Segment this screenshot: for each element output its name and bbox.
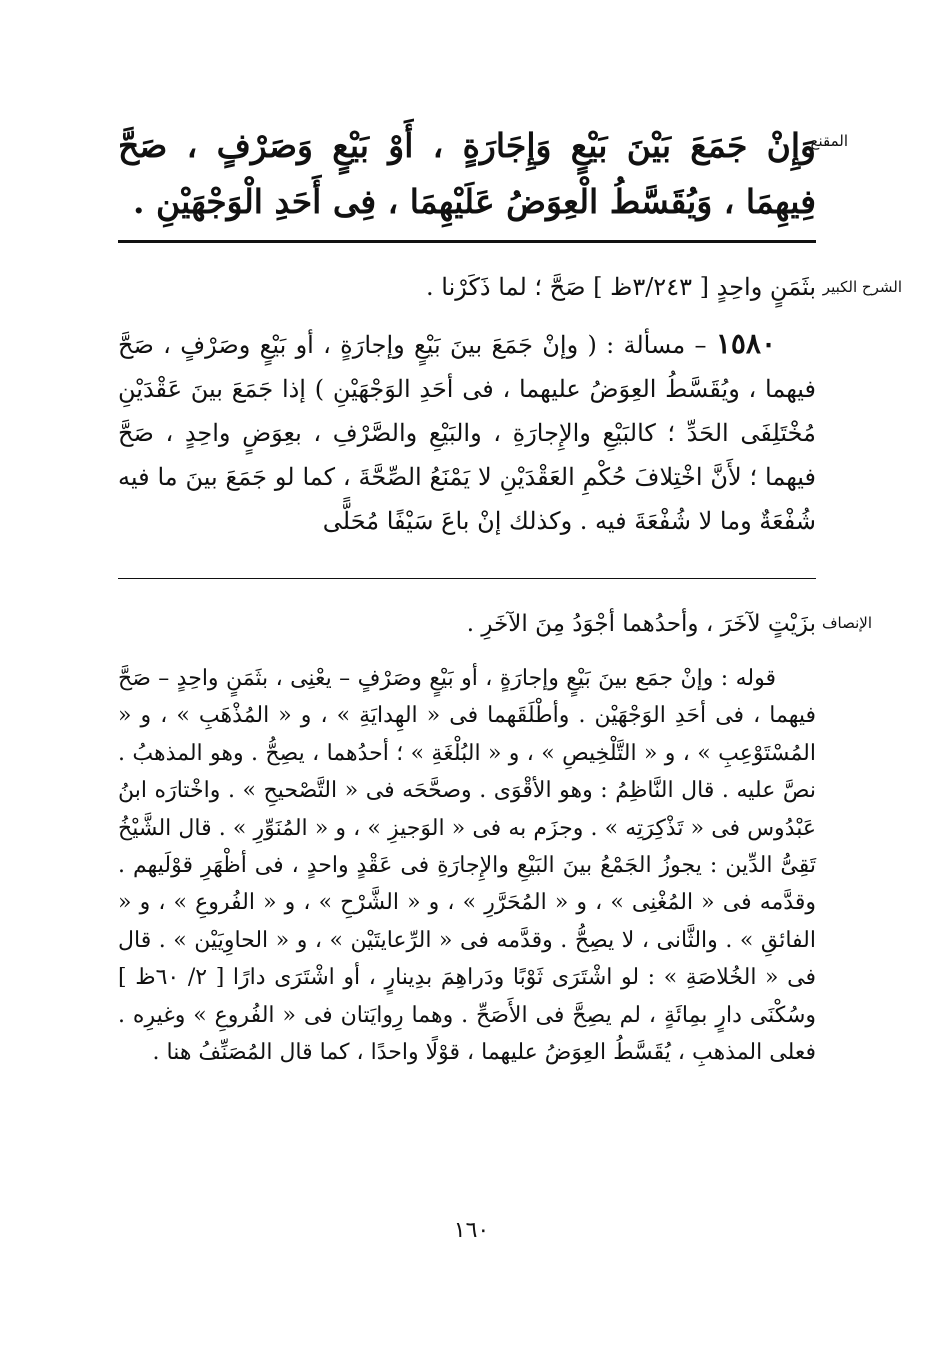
- sharh-section-label: الشرح الكبير: [822, 278, 902, 296]
- sharh-paragraph-text: – مسألة : ( وإنْ جَمَعَ بينَ بَيْعٍ وإجارَةٍ ، أو بَيْعٍ وصَرْفٍ ، صَحَّ فيهما ، ويُقَسَّطُ العِوَضُ عليهما ، فى أحَدِ الوَجْهَيْنِ ) إذا جَمَعَ بينَ عَقْدَيْنِ مُخْتَلِفَى الحَدِّ ؛ كالبَيْعِ والإِجارَةِ ، والبَيْعِ والصَّرْفِ ، بعِوَضٍ واحِدٍ ، صَحَّ فيهما ؛ لأَنَّ اخْتِلافَ حُكْمِ العَقْدَيْنِ لا يَمْنَعُ الصِّحَّةَ ، كما لو جَمَعَ بينَ ما فيه شُفْعَةٌ وما لا شُفْعَةَ فيه . وكذلك إنْ باعَ سَيْفًا مُحَلًّى: [110, 331, 817, 535]
- sharh-body: [110, 322, 817, 543]
- insaf-continuation-line: بزَيْتٍ لآخَرَ ، وأحدُهما أجْوَدُ مِنَ الآخَرِ .: [466, 611, 816, 637]
- sharh-divider: [118, 578, 816, 579]
- matn-divider: [118, 240, 816, 243]
- sharh-continuation-line: بثَمَنٍ واحِدٍ [ ٣/٢٤٣ظ ] صَحَّ ؛ لما ذَكَرْنا .: [426, 273, 816, 301]
- matn-section-label: المقنع: [810, 132, 848, 150]
- matn-text: وَإِنْ جَمَعَ بَيْنَ بَيْعٍ وَإِجَارَةٍ ، أَوْ بَيْعٍ وَصَرْفٍ ، صَحَّ فِيهِمَا ، وَيُقَسَّطُ الْعِوَضُ عَلَيْهِمَا ، فِى أَحَدِ الْوَجْهَيْنِ .: [118, 126, 816, 221]
- sharh-paragraph: [110, 322, 817, 543]
- insaf-section-label: الإنصاف: [821, 614, 872, 632]
- issue-number: ١٥٨٠: [715, 327, 776, 360]
- insaf-paragraph: قوله : وإنْ جمَع بينَ بَيْعٍ وإجارَةٍ ، أو بَيْعٍ وصَرْفٍ – يعْنِى ، بثَمَنٍ واحِدٍ – صَحَّ فيهما ، فى أحَدِ الوَجْهَيْن . وأطْلَقَهما فى « الهِدايَةِ » ، و « المُذْهَبِ » ، و « المُسْتَوْعِبِ » ، و « التَّلْخِيصِ » ، و « البُلْغَةِ » ؛ أحدُهما ، يصِحُّ . وهو المذهبُ . نصَّ عليه . قال النَّاظِمُ : وهو الأقْوَى . وصحَّحَه فى « التَّصْحيحِ » . واخْتارَه ابنُ عَبْدُوس فى « تَذْكِرَتِه » . وجزَم به فى « الوَجيزِ » ، و « المُنَوِّرِ » . قال الشَّيْخُ تَقِىُّ الدِّين : يجوزُ الجَمْعُ بينَ البَيْعِ والإِجارَةِ فى عَقْدٍ واحدٍ ، فى أظْهَرِ قوْلَيهم . وقدَّمه فى « المُغْنِى » ، و « المُحَرَّرِ » ، و « الشَّرْحِ » ، و « الفُروعِ » ، و « الفائقِ » . والثَّانى ، لا يصِحُّ . وقدَّمه فى « الرِّعايتَيْن » ، و « الحاوِيَيْن » . قال فى « الخُلاصَةِ » : لو اشْتَرَى ثَوْبًا ودَراهِمَ بدِينارٍ ، أو اشْتَرَى دارًا [ ٢/ ٦٠ظ ] وسُكْنَى دارٍ بمِائَةٍ ، لم يصِحَّ فى الأَصَحِّ . وهما رِوايَتان فى « الفُروعِ » وغيرِه . فعلى المذهبِ ، يُقَسَّطُ العِوَضُ عليهما ، قوْلًا واحدًا ، كما قال المُصَنِّفُ هنا .: [111, 666, 817, 1066]
- insaf-body: [111, 660, 817, 1071]
- page-number: ١٦٠: [453, 1218, 490, 1243]
